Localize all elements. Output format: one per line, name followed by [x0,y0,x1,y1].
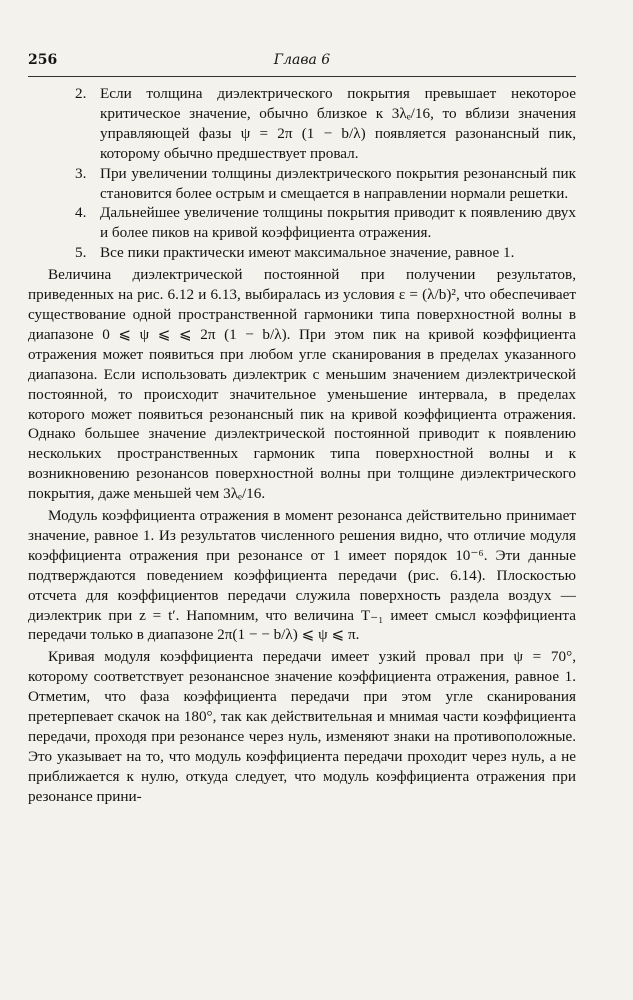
list-item-number: 3. [75,164,87,182]
list-item-text: Если толщина диэлектрического покрытия превышает некоторое критическое значение, обычно близкое к 3λₑ/16, то вблизи значения управляющей фазы ψ = 2π (1 − b/λ) появляется разонансный пик, которому обычно предшествует провал. [100,85,576,162]
body-text [28,84,576,809]
page-number: 256 [28,52,58,68]
list-item-text: При увеличении толщины диэлектрического покрытия резонансный пик становится более острым и смещается в направлении нормали решетки. [100,164,576,202]
paragraph: Величина диэлектрической постоянной при получении результатов, приведенных на рис. 6.12 и 6.13, выбиралась из условия ε = (λ/b)², что обеспечивает существование одной пространственной гармоники типа поверхностной волны в диапазоне 0 ⩽ ψ ⩽ ⩽ 2π (1 − b/λ). При этом пик на кривой коэффициента отражения может появиться при любом угле сканирования в пределах указанного диапазона. Если использовать диэлектрик с меньшим значением диэлектрической постоянной, то происходит значительное уменьшение интервала, в пределах которого может появиться резонансный пик на кривой коэффициента отражения. Однако большее значение диэлектрической постоянной приводит к появлению нескольких пространственных гармоник типа поверхностной волны и к возникновению резонансов поверхностной волны при толщине диэлектрического покрытия, даже меньшей чем 3λₑ/16. [28,266,576,503]
paragraph: Кривая модуля коэффициента передачи имеет узкий провал при ψ = 70°, которому соответствует резонансное значение коэффициента отражения, равное 1. Отметим, что фаза коэффициента передачи при этом угле сканирования претерпевает скачок на 180°, так как действительная и мнимая части коэффициента передачи, проходя при резонансе через нуль, изменяют знаки на противоположные. Это указывает на то, что модуль коэффициента передачи проходит через нуль, а не приближается к нулю, откуда следует, что модуль коэффициента отражения при резонансе прини- [28,648,576,805]
numbered-list [28,84,576,263]
list-item-text: Все пики практически имеют максимальное значение, равное 1. [100,244,515,262]
page-header [28,52,576,72]
paragraph: Модуль коэффициента отражения в момент резонанса действительно принимает значение, равное 1. Из результатов численного решения видно, что отличие модуля коэффициента отражения при резонансе от 1 имеет порядок 10⁻⁶. Эти данные подтверждаются поведением коэффициента передачи (рис. 6.14). Плоскостью отсчета для коэффициентов передачи служила поверхность раздела воздух — диэлектрик при z = t′. Напомним, что величина T₋₁ имеет смысл коэффициента передачи только в диапазоне 2π(1 − − b/λ) ⩽ ψ ⩽ π. [28,507,576,644]
list-item [28,203,576,243]
list-item-text: Дальнейшее увеличение толщины покрытия приводит к появлению двух и более пиков на кривой коэффициента отражения. [100,204,576,242]
running-head: Глава 6 [273,52,331,68]
list-item [28,84,576,164]
list-item-number: 5. [75,244,87,262]
list-item-number: 4. [75,204,87,222]
list-item [28,164,576,204]
list-item [28,243,576,263]
list-item-number: 2. [75,85,87,102]
header-rule [28,76,576,77]
